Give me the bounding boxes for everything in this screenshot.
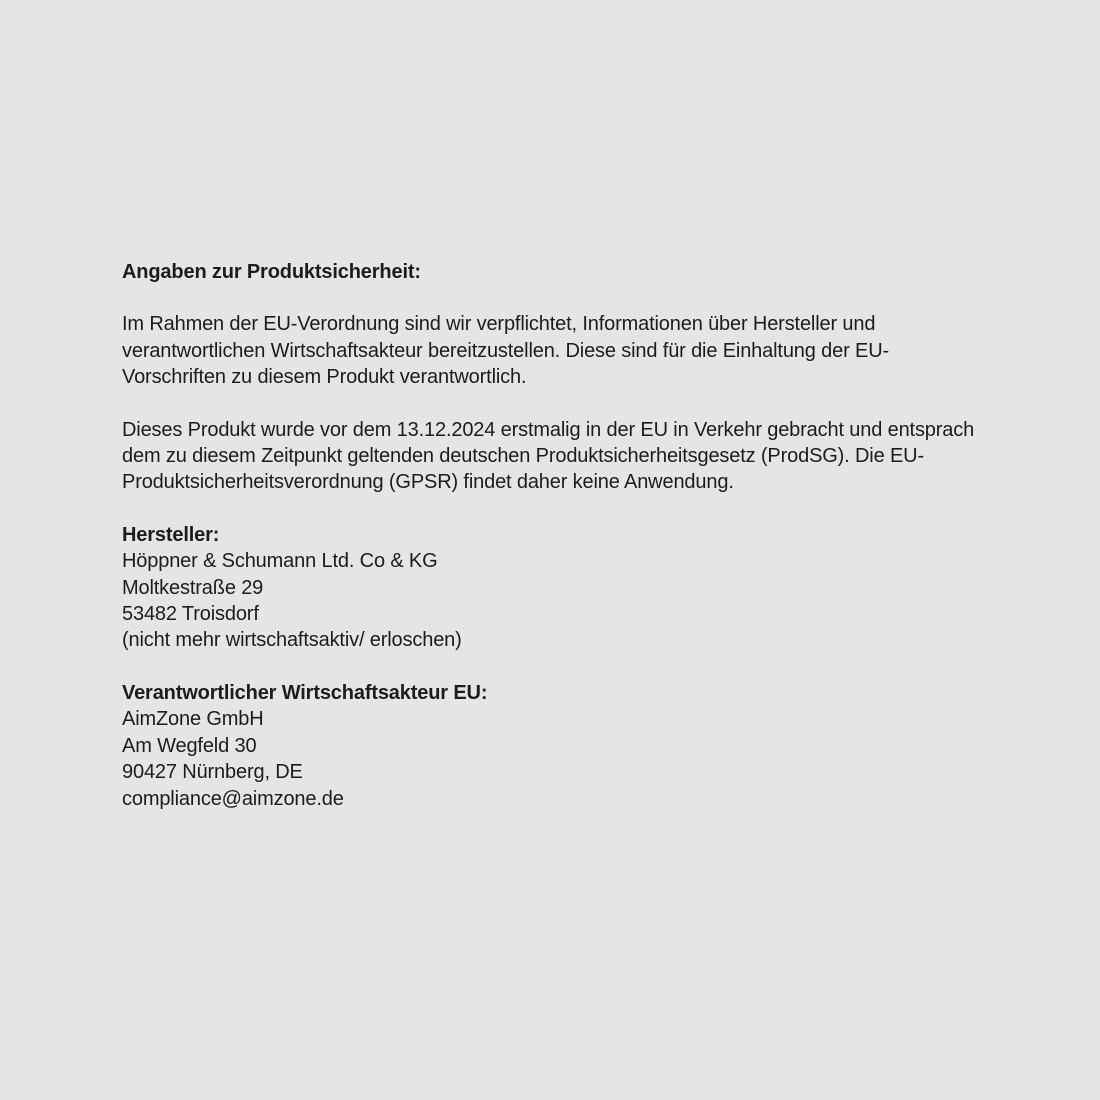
responsible-actor-heading: Verantwortlicher Wirtschaftsakteur EU: bbox=[122, 681, 488, 704]
manufacturer-status-note: (nicht mehr wirtschaftsaktiv/ erloschen) bbox=[122, 629, 462, 652]
manufacturer-block bbox=[122, 522, 988, 654]
responsible-actor-street: Am Wegfeld 30 bbox=[122, 734, 257, 757]
responsible-actor-block bbox=[122, 680, 988, 812]
responsible-actor-email: compliance@aimzone.de bbox=[122, 787, 344, 810]
manufacturer-heading: Hersteller: bbox=[122, 523, 220, 546]
intro-paragraph: Im Rahmen der EU-Verordnung sind wir verpflichtet, Informationen über Hersteller und verantwortlichen Wirtschaftsakteur bereitzustellen. Diese sind für die Einhaltung der EU-Vorschriften zu diesem Produkt verantwortlich. bbox=[122, 313, 890, 389]
page-title: Angaben zur Produktsicherheit: bbox=[122, 261, 421, 283]
manufacturer-name: Höppner & Schumann Ltd. Co & KG bbox=[122, 550, 438, 573]
product-safety-panel bbox=[122, 259, 988, 838]
responsible-actor-name: AimZone GmbH bbox=[122, 708, 264, 731]
manufacturer-city: 53482 Troisdorf bbox=[122, 603, 259, 626]
responsible-actor-city: 90427 Nürnberg, DE bbox=[122, 761, 303, 784]
manufacturer-street: Moltkestraße 29 bbox=[122, 576, 264, 599]
grandfathering-paragraph: Dieses Produkt wurde vor dem 13.12.2024 erstmalig in der EU in Verkehr gebracht und entsprach dem zu diesem Zeitpunkt geltenden deutschen Produktsicherheitsgesetz (ProdSG). Die EU-Produktsicherheitsverordnung (GPSR) findet daher keine Anwendung. bbox=[122, 418, 975, 494]
